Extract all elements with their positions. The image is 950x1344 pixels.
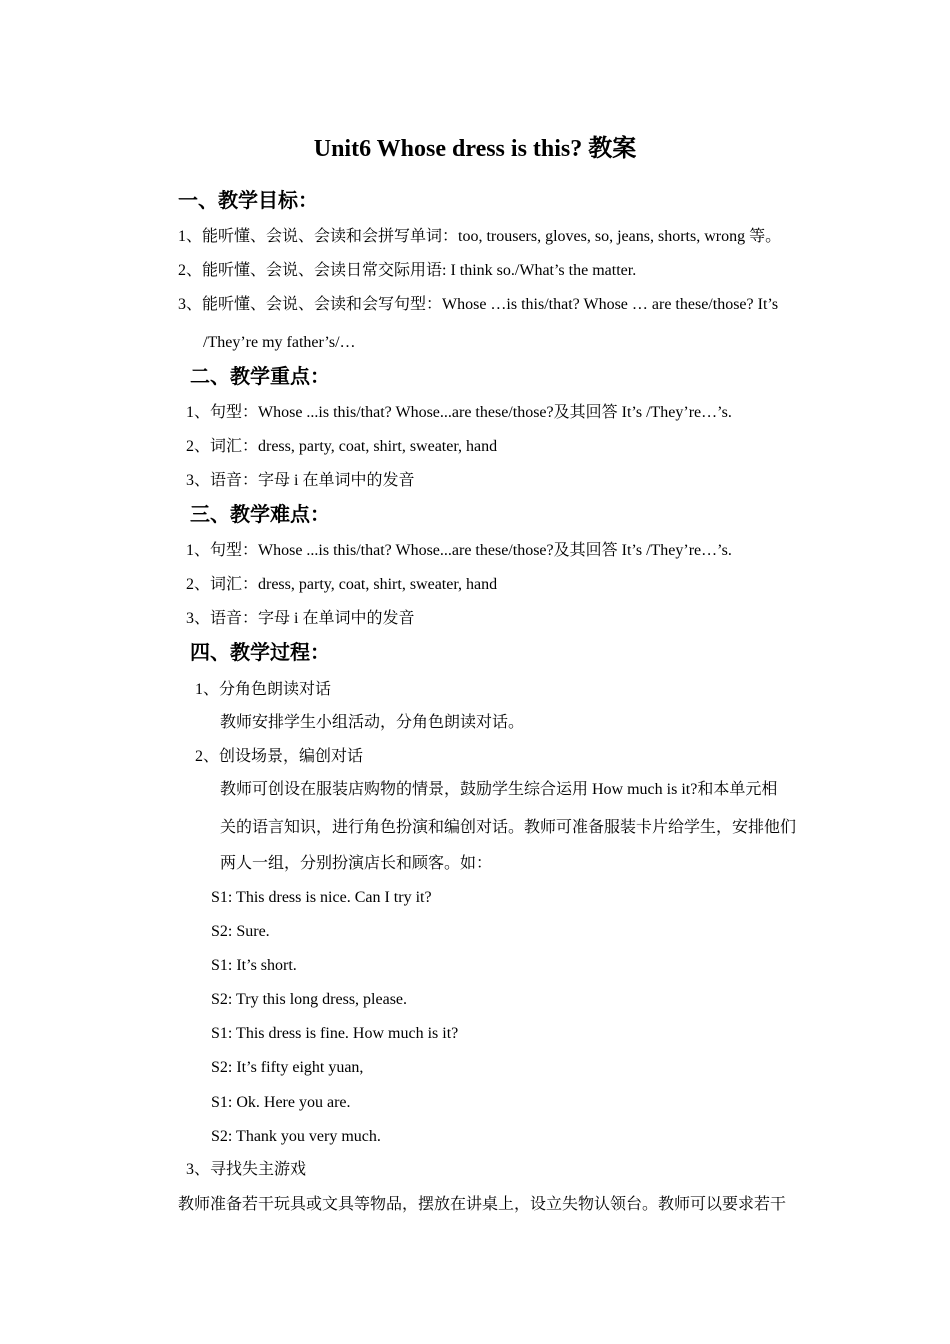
dialogue-line-6: S2: It’s fifty eight yuan, — [211, 1059, 364, 1076]
section-heading-process: 四、教学过程： — [190, 642, 330, 664]
dialogue-line-8: S2: Thank you very much. — [211, 1128, 381, 1145]
dialogue-line-4: S2: Try this long dress, please. — [211, 991, 408, 1008]
process-step-2-text-1: 教师可创设在服装店购物的情景，鼓励学生综合运用 How much is it?和本单元相 — [220, 781, 778, 798]
objective-line-3: 3、能听懂、会说、会读和会写句型：Whose …is this/that? Whose … are these/those? It’s — [178, 296, 779, 313]
process-step-2-text-3: 两人一组，分别扮演店长和顾客。如： — [220, 855, 493, 872]
process-step-1-text: 教师安排学生小组活动，分角色朗读对话。 — [220, 714, 525, 731]
section-heading-objectives: 一、教学目标： — [178, 190, 318, 212]
process-step-2-heading: 2、创设场景，编创对话 — [195, 748, 364, 765]
difficulty-line-1: 1、句型：Whose ...is this/that? Whose...are these/those?及其回答 It’s /They’re…’s. — [186, 542, 732, 559]
process-step-2-text-2: 关的语言知识，进行角色扮演和编创对话。教师可准备服装卡片给学生，安排他们 — [220, 819, 797, 836]
dialogue-line-2: S2: Sure. — [211, 923, 270, 940]
objective-line-3-continued: /They’re my father’s/… — [203, 334, 356, 351]
difficulty-line-2: 2、词汇：dress, party, coat, shirt, sweater, hand — [186, 576, 498, 593]
key-point-line-3: 3、语音：字母 i 在单词中的发音 — [186, 472, 415, 489]
dialogue-line-1: S1: This dress is nice. Can I try it? — [211, 889, 432, 906]
dialogue-line-7: S1: Ok. Here you are. — [211, 1094, 351, 1111]
key-point-line-2: 2、词汇：dress, party, coat, shirt, sweater, hand — [186, 438, 498, 455]
process-step-1-heading: 1、分角色朗读对话 — [195, 681, 332, 698]
section-heading-difficulties: 三、教学难点： — [190, 504, 330, 526]
key-point-line-1: 1、句型：Whose ...is this/that? Whose...are these/those?及其回答 It’s /They’re…’s. — [186, 404, 732, 421]
difficulty-line-3: 3、语音：字母 i 在单词中的发音 — [186, 610, 415, 627]
objective-line-1: 1、能听懂、会说、会读和会拼写单词：too, trousers, gloves, so, jeans, shorts, wrong 等。 — [178, 228, 782, 245]
process-step-3-heading: 3、寻找失主游戏 — [186, 1161, 307, 1178]
dialogue-line-5: S1: This dress is fine. How much is it? — [211, 1025, 459, 1042]
document-title: Unit6 Whose dress is this? 教案 — [313, 136, 637, 162]
objective-line-2: 2、能听懂、会说、会读日常交际用语: I think so./What’s the matter. — [178, 262, 637, 279]
process-step-3-text: 教师准备若干玩具或文具等物品，摆放在讲桌上，设立失物认领台。教师可以要求若干 — [178, 1196, 787, 1213]
dialogue-line-3: S1: It’s short. — [211, 957, 297, 974]
section-heading-key-points: 二、教学重点： — [190, 366, 330, 388]
